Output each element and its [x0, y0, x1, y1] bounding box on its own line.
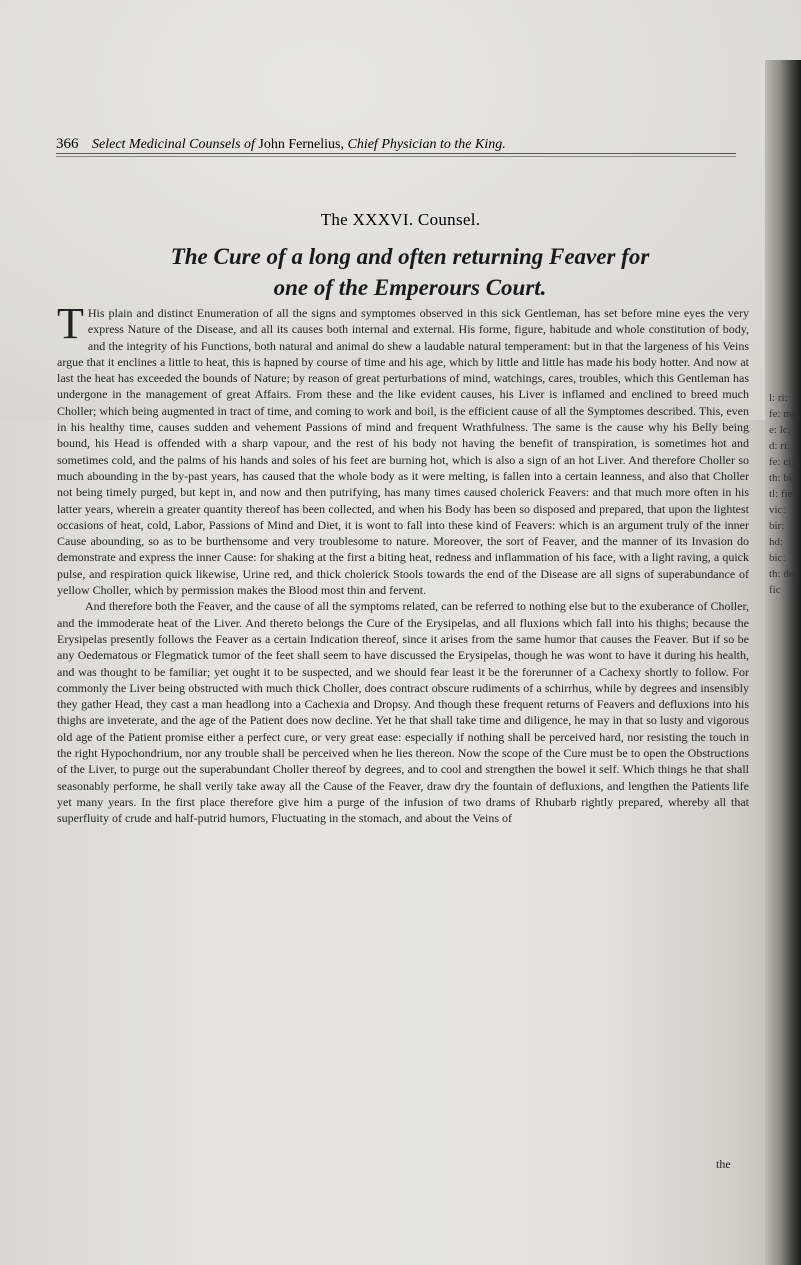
page-number: 366 [56, 136, 79, 152]
running-head [56, 136, 756, 153]
paragraph-1-text: His plain and distinct Enumeration of all the signs and symptomes observed in this sick Gentleman, has set before mine eyes the very express Nature of the Disease, and all its causes both internal and external. His forme, figure, habitude and whole constitution of body, and the integrity of his Functions, both natural and animal do shew a laudable natural temperament: but in that the largeness of his Veins argue that it enclines a little to heat, this is hapned by course of time and his age, which by little and little has made his body hotter. And now at last the heat has exceeded the bounds of Nature; by reason of great perturbations of mind, watchings, cares, troubles, which this Gentleman has undergone in the management of great Affairs. From these and the like evident causes, his Liver is inflamed and enclined to breed much Choller; which being augmented in tract of time, and coming to work and boil, is the efficient cause of all the Symptomes described. This, even in his healthy time, causes sudden and vehement Passions of mind and frequent Wrathfulness. The same is the cause why his Belly being bound, his Head is offended with a sharp vapour, and the rest of his body not having the benefit of transpiration, is sometimes hot and sometimes cold, and the palms of his hands and soles of his feet are burning hot, which is also a sign of an hot Liver. And therefore Choller so much abounding in the by-past years, has caused that the whole body as it were melting, is fallen into a certain leanness, and also that Choller not being timely purged, but kept in, and now and then putrifying, has many times caused cholerick Feavers: and that much more often in his latter years, wherein a greater quantity thereof has been collected, and when his Body has been so disposed and prepared, that upon the lightest occasions of heat, cold, Labor, Passions of Mind and Diet, it is wont to fall into these kind of Feavers: which is an argument truly of the inner Cause abounding, so as to be burthensome and very troublesome to nature. Moreover, the sort of Feaver, and the manner of its Invasion do demonstrate and express the inner Cause: for shaking at the first a biting heat, redness and inflammation of his face, with a light raving, a quick pulse, and respiration quick likewise, Urine red, and thick cholerick Stools towards the end of the Disease are all signs of superabundance of yellow Choller, which by permission makes the Blood most thin and fervent. [57, 306, 749, 598]
running-head-name: John Fernelius, [258, 137, 344, 152]
running-head-tail: Chief Physician to the King. [347, 137, 506, 152]
facing-page-fragments: l: ri: fe: mi: e: lc: d: ri: fe: ci: th: bi: tl: fie: vic: bir: hd: bic: th: de: fic [769, 392, 799, 596]
running-head-lead: Select Medicinal Counsels of [92, 137, 255, 152]
chapter-title [70, 241, 750, 303]
chapter-title-line-2: one of the Emperours Court. [273, 275, 547, 300]
chapter-title-line-1: The Cure of a long and often returning Feaver for [170, 244, 650, 269]
header-rule-secondary [56, 156, 736, 157]
body-text [57, 299, 749, 827]
catchword: the [716, 1157, 731, 1171]
paragraph-1 [57, 299, 749, 598]
drop-cap: T [57, 299, 84, 348]
header-rule [56, 153, 736, 154]
counsel-heading: The XXXVI. Counsel. [320, 210, 481, 229]
paragraph-2: And therefore both the Feaver, and the cause of all the symptoms related, can be referred to nothing else but to the exuberance of Choller, and the immoderate heat of the Liver. And thereto belongs the Cure of the Erysipelas, and all fluxions which fall into his thighs; because the Erysipelas presently follows the Feaver as a certain Indication thereof, since it arises from the same humor that causes the Feaver. But if so be any Oedematous or Flegmatick tumor of the feet shall seem to have discussed the Erysipelas, though he was wont to have it during his health, and was thought to be familiar; yet ought it to be suspected, and we should fear least it be the forerunner of a Cachexy shortly to follow. For commonly the Liver being obstructed with much thick Choller, does contract obscure rudiments of a schirrhus, while by degrees and insensibly they gather Head, they cast a man headlong into a Cachexia and Dropsy. And though these frequent returns of Feavers and defluxions into his thighs are inveterate, and the age of the Patient does now decline. Yet he that shall take time and diligence, he may in that so lusty and vigorous old age of the Patient promise either a perfect cure, or very great ease: especially if nothing shall be perceived hard, nor resisting the touch in the right Hypochondrium, nor any trouble shall be perceived when he lies thereon. Now the scope of the Cure must be to open the Obstructions of the Liver, to purge out the superabundant Choller thereof by degrees, and to cool and strengthen the bowel it self. Which things he that shall seasonably performe, he shall verily take away all the Cause of the Feaver, draw dry the fountain of defluxions, and lengthen the Patients life yet many years. In the first place therefore give him a purge of the infusion of two drams of Rhubarb rightly prepared, whereby all that superfluity of crude and half-putrid humors, Fluctuating in the stomach, and about the Veins of [57, 599, 749, 826]
facing-page-gutter [765, 60, 801, 1265]
